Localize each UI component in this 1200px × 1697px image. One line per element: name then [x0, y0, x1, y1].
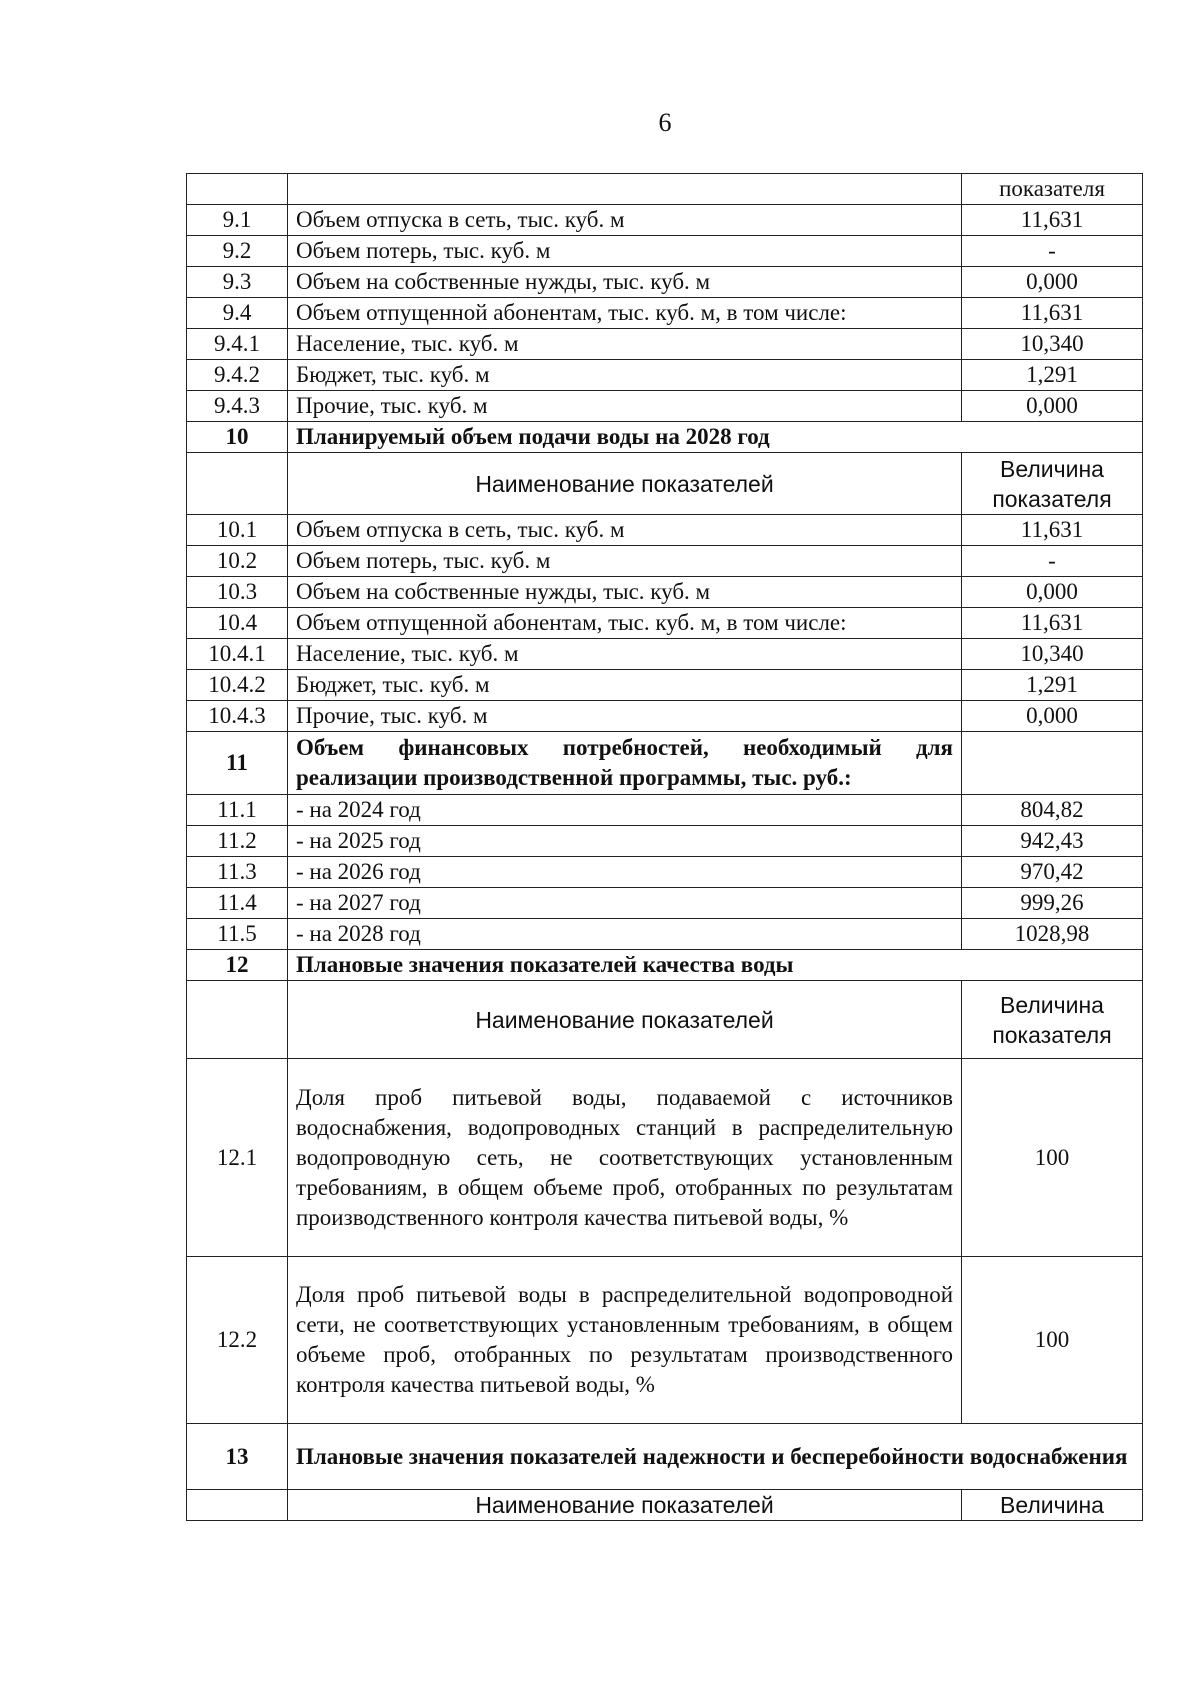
table-row [187, 205, 1143, 236]
row-number: 9.2 [187, 236, 288, 267]
header-row [187, 453, 1143, 515]
row-label: Бюджет, тыс. куб. м [288, 670, 962, 701]
row-label: - на 2025 год [288, 826, 962, 857]
row-label: Объем на собственные нужды, тыс. куб. м [288, 577, 962, 608]
row-value: 11,631 [962, 298, 1143, 329]
row-number: 9.3 [187, 267, 288, 298]
row-value: 11,631 [962, 515, 1143, 546]
row-number: 10.2 [187, 546, 288, 577]
row-value: - [962, 546, 1143, 577]
page-number: 6 [658, 108, 672, 137]
row-value: 10,340 [962, 329, 1143, 360]
table-row [187, 267, 1143, 298]
row-value: 970,42 [962, 857, 1143, 888]
row-label: Объем потерь, тыс. куб. м [288, 236, 962, 267]
row-value: 1028,98 [962, 919, 1143, 950]
header-name: Наименование показателей [288, 981, 962, 1059]
row-value: 100 [962, 1059, 1143, 1257]
row-label: Прочие, тыс. куб. м [288, 701, 962, 732]
header-name: Наименование показателей [288, 1490, 962, 1521]
table-row [187, 795, 1143, 826]
row-number: 11.1 [187, 795, 288, 826]
table-cell [288, 174, 962, 205]
row-value: 11,631 [962, 205, 1143, 236]
header-row [187, 1490, 1143, 1521]
section-title: Плановые значения показателей качества воды [288, 950, 1143, 981]
table-row [187, 888, 1143, 919]
section-title: Объем финансовых потребностей, необходимый для реализации производственной программы, тыс. руб.: [288, 732, 962, 795]
row-number: 9.4.3 [187, 391, 288, 422]
row-label: Объем отпущенной абонентам, тыс. куб. м, в том числе: [288, 608, 962, 639]
table-row [187, 515, 1143, 546]
row-label: Доля проб питьевой воды, подаваемой с источников водоснабжения, водопроводных станций в распределительную водопроводную сеть, не соответствующих установленным требованиям, в общем объеме проб, отобранных по результатам производственного контроля качества питьевой воды, % [288, 1059, 962, 1257]
table-row [187, 857, 1143, 888]
row-value: 999,26 [962, 888, 1143, 919]
table-row [187, 1059, 1143, 1257]
row-value: 100 [962, 1257, 1143, 1424]
row-number: 12.1 [187, 1059, 288, 1257]
indicators-table [186, 173, 1143, 1521]
row-number: 10.3 [187, 577, 288, 608]
row-value: 11,631 [962, 608, 1143, 639]
section-number: 11 [187, 732, 288, 795]
row-label: Объем потерь, тыс. куб. м [288, 546, 962, 577]
row-number: 11.4 [187, 888, 288, 919]
table-row [187, 639, 1143, 670]
section-title: Планируемый объем подачи воды на 2028 год [288, 422, 1143, 453]
table-row [187, 236, 1143, 267]
table-cell [187, 1490, 288, 1521]
table-row [187, 919, 1143, 950]
header-value: Величина показателя [962, 981, 1143, 1059]
row-number: 10.4.3 [187, 701, 288, 732]
table-row [187, 701, 1143, 732]
row-label: Население, тыс. куб. м [288, 639, 962, 670]
table-cell [962, 732, 1143, 795]
row-number: 11.2 [187, 826, 288, 857]
table-row [187, 608, 1143, 639]
table-row [187, 298, 1143, 329]
table-cell [187, 174, 288, 205]
header-name: Наименование показателей [288, 453, 962, 515]
row-number: 12.2 [187, 1257, 288, 1424]
row-value: - [962, 236, 1143, 267]
row-value: 1,291 [962, 360, 1143, 391]
section-number: 10 [187, 422, 288, 453]
table-cell [187, 981, 288, 1059]
section-row [187, 732, 1143, 795]
row-label: - на 2027 год [288, 888, 962, 919]
row-label: - на 2026 год [288, 857, 962, 888]
row-value: 0,000 [962, 701, 1143, 732]
row-number: 11.3 [187, 857, 288, 888]
row-number: 10.4.2 [187, 670, 288, 701]
row-number: 9.1 [187, 205, 288, 236]
row-label: Население, тыс. куб. м [288, 329, 962, 360]
row-number: 10.1 [187, 515, 288, 546]
section-row [187, 1424, 1143, 1490]
header-value: Величина [962, 1490, 1143, 1521]
row-value: 0,000 [962, 577, 1143, 608]
row-number: 9.4 [187, 298, 288, 329]
row-value: 942,43 [962, 826, 1143, 857]
row-number: 11.5 [187, 919, 288, 950]
row-label: Объем отпуска в сеть, тыс. куб. м [288, 205, 962, 236]
table-row [187, 1257, 1143, 1424]
value-header-cell: показателя [962, 174, 1143, 205]
row-label: Объем отпуска в сеть, тыс. куб. м [288, 515, 962, 546]
row-value: 0,000 [962, 391, 1143, 422]
row-value: 0,000 [962, 267, 1143, 298]
row-label: Объем отпущенной абонентам, тыс. куб. м, в том числе: [288, 298, 962, 329]
row-label: Прочие, тыс. куб. м [288, 391, 962, 422]
row-value: 1,291 [962, 670, 1143, 701]
table-row [187, 360, 1143, 391]
row-label: - на 2024 год [288, 795, 962, 826]
row-value: 10,340 [962, 639, 1143, 670]
row-number: 9.4.1 [187, 329, 288, 360]
section-number: 12 [187, 950, 288, 981]
row-value: 804,82 [962, 795, 1143, 826]
row-label: Объем на собственные нужды, тыс. куб. м [288, 267, 962, 298]
table-row [187, 391, 1143, 422]
row-number: 9.4.2 [187, 360, 288, 391]
table-cell [187, 453, 288, 515]
header-row [187, 981, 1143, 1059]
section-number: 13 [187, 1424, 288, 1490]
row-label: Доля проб питьевой воды в распределительной водопроводной сети, не соответствующих установленным требованиям, в общем объеме проб, отобранных по результатам производственного контроля качества питьевой воды, % [288, 1257, 962, 1424]
row-label: - на 2028 год [288, 919, 962, 950]
section-row [187, 950, 1143, 981]
header-value: Величина показателя [962, 453, 1143, 515]
row-number: 10.4.1 [187, 639, 288, 670]
table-row [187, 174, 1143, 205]
row-number: 10.4 [187, 608, 288, 639]
table-row [187, 546, 1143, 577]
section-row [187, 422, 1143, 453]
section-title: Плановые значения показателей надежности и бесперебойности водоснабжения [288, 1424, 1143, 1490]
table-row [187, 826, 1143, 857]
row-label: Бюджет, тыс. куб. м [288, 360, 962, 391]
table-row [187, 670, 1143, 701]
table-row [187, 577, 1143, 608]
table-row [187, 329, 1143, 360]
